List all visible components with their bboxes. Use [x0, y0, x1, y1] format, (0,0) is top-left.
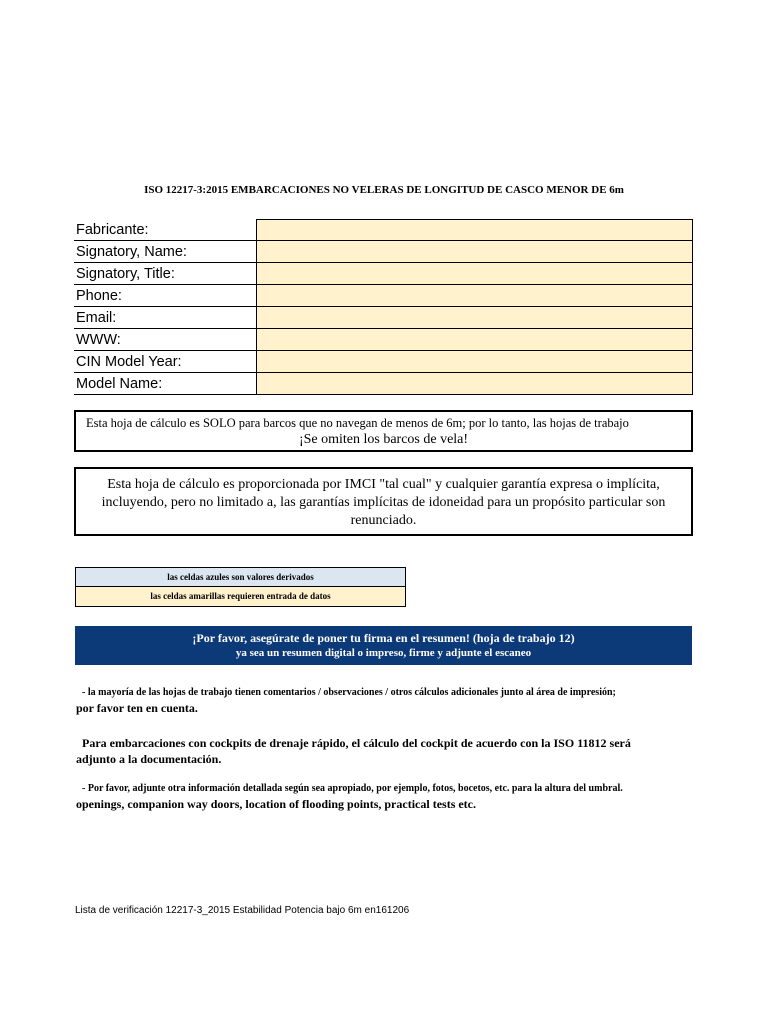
field-label: Signatory, Name: [74, 241, 256, 263]
legend-yellow-cells: las celdas amarillas requieren entrada de datos [75, 587, 406, 607]
signatory-title-input[interactable] [256, 263, 693, 285]
banner-subline: ya sea un resumen digital o impreso, firme y adjunte el escaneo [235, 647, 532, 659]
disclaimer-box [74, 467, 693, 536]
note-text-emphasis: adjunto a la documentación. [76, 752, 222, 766]
fabricante-input[interactable] [256, 219, 693, 241]
sail-boat-notice [74, 410, 693, 452]
document-footer: Lista de verificación 12217-3_2015 Estabilidad Potencia bajo 6m en161206 [75, 905, 410, 916]
model-name-input[interactable] [256, 373, 693, 395]
signature-reminder-banner [75, 626, 692, 665]
note-attachments [76, 783, 623, 812]
field-label: Phone: [74, 285, 256, 307]
disclaimer-line: renunciado. [350, 513, 417, 528]
phone-input[interactable] [256, 285, 693, 307]
form-row-cin-model-year [74, 351, 693, 373]
note-text-emphasis: openings, companion way doors, location of flooding points, practical tests etc. [76, 797, 477, 811]
form-row-www [74, 329, 693, 351]
note-text: Para embarcaciones con cockpits de drenaje rápido, el cálculo del cockpit de acuerdo con la ISO 11812 será [82, 736, 631, 750]
cell-color-legend [75, 567, 406, 607]
manufacturer-form [74, 219, 693, 395]
note-comments [76, 687, 616, 716]
disclaimer-line: Esta hoja de cálculo es proporcionada por IMCI "tal cual" y cualquier garantía expresa o implícita, [107, 477, 660, 492]
note-text: - Por favor, adjunte otra información detallada según sea apropiado, por ejemplo, fotos, bocetos, etc. para la altura del umbral. [82, 783, 623, 794]
sail-notice-emphasis: ¡Se omiten los barcos de vela! [298, 432, 469, 447]
form-row-model-name [74, 373, 693, 395]
note-text-emphasis: por favor ten en cuenta. [76, 701, 198, 715]
note-text: - la mayoría de las hojas de trabajo tienen comentarios / observaciones / otros cálculos adicionales junto al área de impresión; [82, 687, 616, 698]
field-label: WWW: [74, 329, 256, 351]
email-input[interactable] [256, 307, 693, 329]
legend-blue-cells: las celdas azules son valores derivados [75, 567, 406, 587]
form-row-phone [74, 285, 693, 307]
signatory-name-input[interactable] [256, 241, 693, 263]
sail-notice-line: Esta hoja de cálculo es SOLO para barcos que no navegan de menos de 6m; por lo tanto, las hojas de trabajo [86, 416, 629, 430]
field-label: Signatory, Title: [74, 263, 256, 285]
form-row-email [74, 307, 693, 329]
document-title: ISO 12217-3:2015 EMBARCACIONES NO VELERAS DE LONGITUD DE CASCO MENOR DE 6m [144, 184, 624, 196]
field-label: CIN Model Year: [74, 351, 256, 373]
cin-model-year-input[interactable] [256, 351, 693, 373]
form-row-signatory-title [74, 263, 693, 285]
note-cockpit [76, 736, 631, 767]
form-row-signatory-name [74, 241, 693, 263]
banner-headline: ¡Por favor, asegúrate de poner tu firma en el resumen! (hoja de trabajo 12) [192, 631, 575, 645]
field-label: Model Name: [74, 373, 256, 395]
www-input[interactable] [256, 329, 693, 351]
disclaimer-line: incluyendo, pero no limitado a, las garantías implícitas de idoneidad para un propósito particular son [101, 495, 666, 510]
field-label: Fabricante: [74, 219, 256, 241]
form-row-fabricante [74, 219, 693, 241]
field-label: Email: [74, 307, 256, 329]
